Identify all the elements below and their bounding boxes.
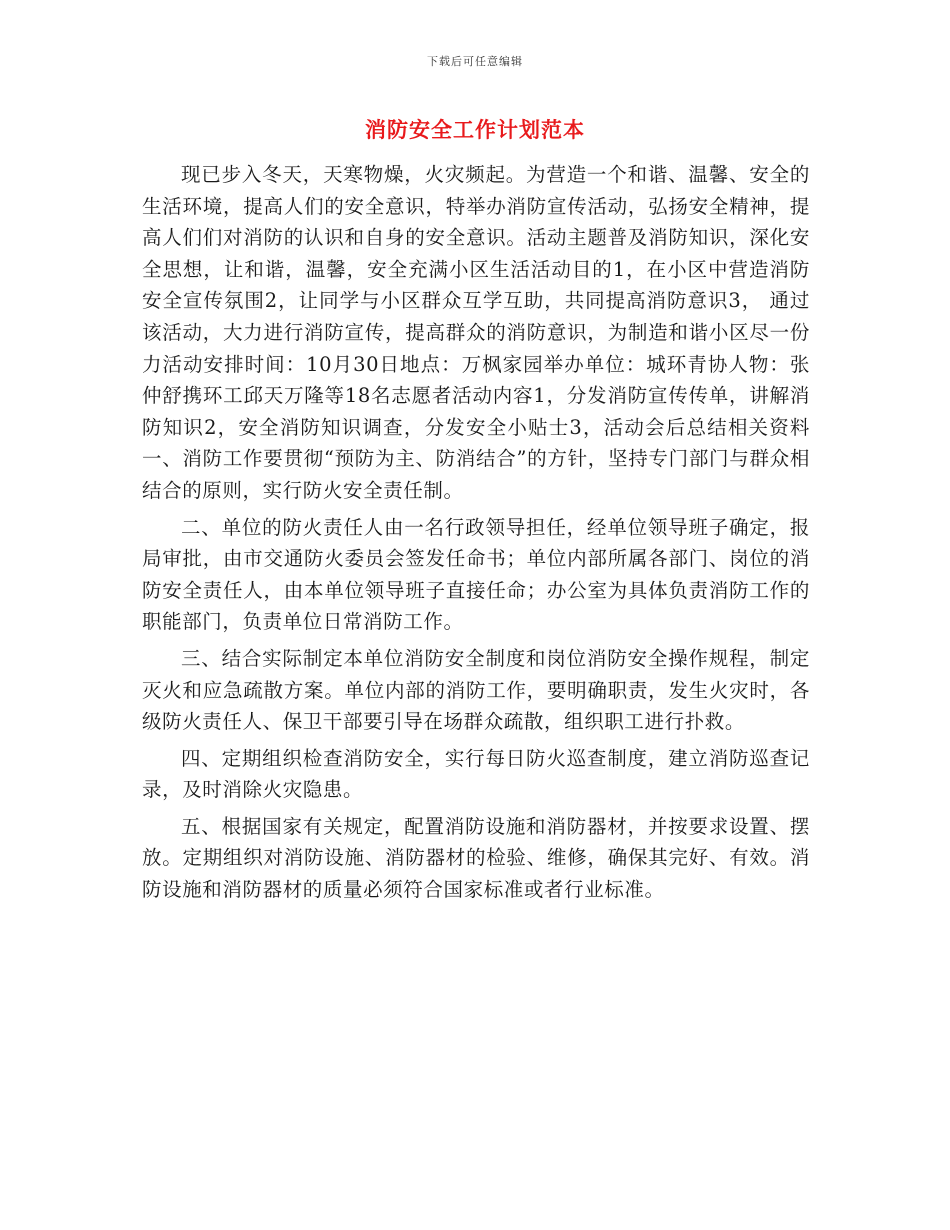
document-body bbox=[142, 159, 810, 906]
paragraph-intro: 现已步入冬天，天寒物燥，火灾频起。为营造一个和谐、温馨、安全的生活环境，提高人们的安全意识，特举办消防宣传活动，弘扬安全精神，提高人们们对消防的认识和自身的安全意识。活动主题普及消防知识，深化安全思想，让和谐，温馨，安全充满小区生活活动目的1，在小区中营造消防安全宣传氛围2，让同学与小区群众互学互助，共同提高消防意识3， 通过该活动，大力进行消防宣传，提高群众的消防意识，为制造和谐小区尽一份力活动安排时间：10月30日地点：万枫家园举办单位：城环青协人物：张仲舒携环工邱天万隆等18名志愿者活动内容1，分发消防宣传传单，讲解消防知识2，安全消防知识调查，分发安全小贴士3，活动会后总结相关资料一、消防工作要贯彻“预防为主、防消结合”的方针，坚持专门部门与群众相结合的原则，实行防火安全责任制。 bbox=[142, 163, 810, 502]
page-header-note: 下载后可任意编辑 bbox=[427, 55, 523, 68]
paragraph-section-4: 四、定期组织检查消防安全，实行每日防火巡查制度，建立消防巡查记录，及时消除火灾隐患。 bbox=[142, 746, 810, 802]
paragraph-section-5: 五、根据国家有关规定，配置消防设施和消防器材，并按要求设置、摆放。定期组织对消防设施、消防器材的检验、维修，确保其完好、有效。消防设施和消防器材的质量必须符合国家标准或者行业标准。 bbox=[142, 814, 810, 902]
paragraph-section-2: 二、单位的防火责任人由一名行政领导担任，经单位领导班子确定，报局审批，由市交通防火委员会签发任命书；单位内部所属各部门、岗位的消防安全责任人，由本单位领导班子直接任命；办公室为具体负责消防工作的职能部门，负责单位日常消防工作。 bbox=[142, 515, 810, 634]
paragraph-section-3: 三、结合实际制定本单位消防安全制度和岗位消防安全操作规程，制定灭火和应急疏散方案。单位内部的消防工作，要明确职责，发生火灾时，各级防火责任人、保卫干部要引导在场群众疏散，组织职工进行扑救。 bbox=[142, 646, 810, 734]
document-title: 消防安全工作计划范本 bbox=[365, 118, 585, 142]
